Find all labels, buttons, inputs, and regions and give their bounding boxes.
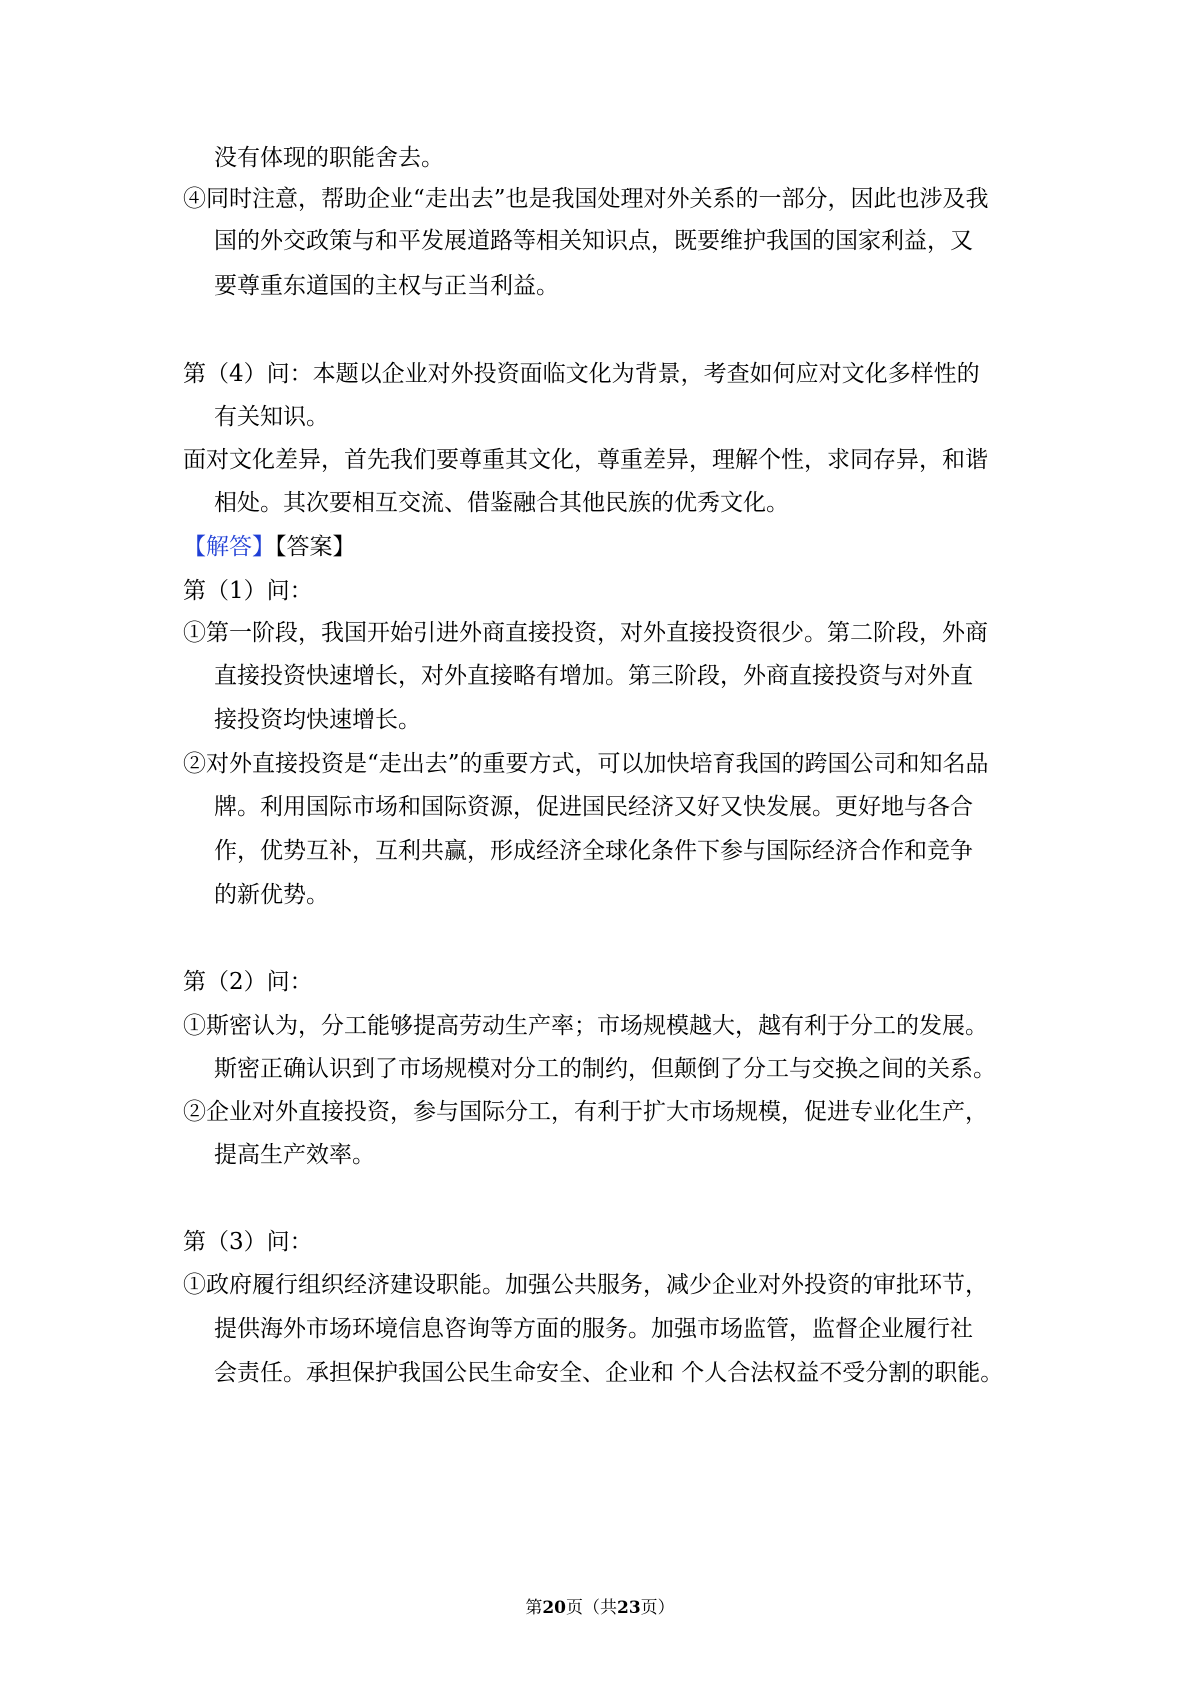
text-line: 的新优势。 [214, 882, 329, 908]
text-line: 斯密正确认识到了市场规模对分工的制约，但颠倒了分工与交换之间的关系。 [214, 1056, 996, 1082]
answer-header [183, 530, 356, 564]
solution-label: 【解答】 [183, 534, 275, 560]
question-heading: 第（1）问： [183, 578, 313, 604]
text-line: 相处。其次要相互交流、借鉴融合其他民族的优秀文化。 [214, 490, 789, 516]
text-line: 提供海外市场环境信息咨询等方面的服务。加强市场监管，监督企业履行社 [214, 1316, 973, 1342]
text-line: 第（4）问：本题以企业对外投资面临文化为背景，考查如何应对文化多样性的 [183, 361, 980, 387]
text-line: 直接投资快速增长，对外直接略有增加。第三阶段，外商直接投资与对外直 [214, 663, 973, 689]
text-line: 提高生产效率。 [214, 1142, 375, 1168]
text-line: 没有体现的职能舍去。 [214, 145, 444, 171]
text-line: 有关知识。 [214, 404, 329, 430]
text-line: ①第一阶段，我国开始引进外商直接投资，对外直接投资很少。第二阶段，外商 [183, 620, 988, 646]
page-footer [0, 1596, 1200, 1620]
text-line: 牌。利用国际市场和国际资源，促进国民经济又好又快发展。更好地与各合 [214, 794, 973, 820]
text-line: ②对外直接投资是“走出去”的重要方式，可以加快培育我国的跨国公司和知名品 [183, 751, 989, 777]
question-heading: 第（2）问： [183, 969, 313, 995]
answer-label: 【答案】 [275, 534, 356, 560]
text-line: 作，优势互补，互利共赢，形成经济全球化条件下参与国际经济合作和竞争 [214, 838, 973, 864]
footer-suffix: 页） [640, 1598, 675, 1618]
footer-page-number: 20 [542, 1598, 566, 1618]
footer-middle: 页（共 [566, 1598, 617, 1618]
question-heading: 第（3）问： [183, 1229, 313, 1255]
text-line: ①斯密认为，分工能够提高劳动生产率；市场规模越大，越有利于分工的发展。 [183, 1013, 988, 1039]
text-line: ①政府履行组织经济建设职能。加强公共服务，减少企业对外投资的审批环节， [183, 1272, 988, 1298]
text-line: 国的外交政策与和平发展道路等相关知识点，既要维护我国的国家利益，又 [214, 228, 973, 254]
text-line: 要尊重东道国的主权与正当利益。 [214, 273, 559, 299]
text-line: ②企业对外直接投资，参与国际分工，有利于扩大市场规模，促进专业化生产， [183, 1099, 988, 1125]
text-line: 会责任。承担保护我国公民生命安全、企业和 个人合法权益不受分割的职能。 [214, 1360, 1004, 1386]
text-line: 接投资均快速增长。 [214, 707, 421, 733]
footer-total-pages: 23 [617, 1598, 641, 1618]
footer-prefix: 第 [525, 1598, 543, 1618]
text-line: 面对文化差异，首先我们要尊重其文化，尊重差异，理解个性，求同存异，和谐 [183, 447, 988, 473]
text-line: ④同时注意，帮助企业“走出去”也是我国处理对外关系的一部分，因此也涉及我 [183, 186, 989, 212]
